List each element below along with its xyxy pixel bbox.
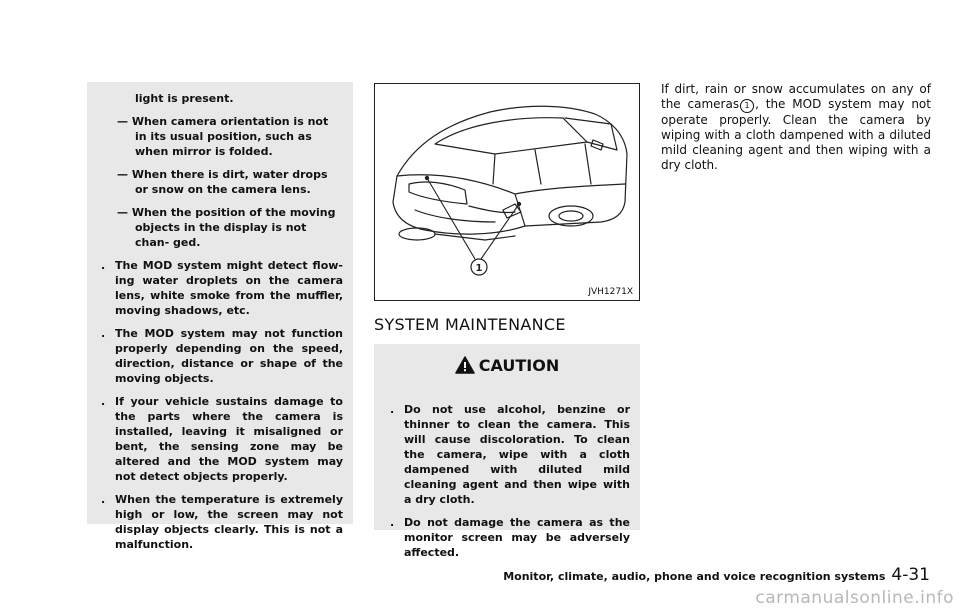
chapter-title: Monitor, climate, audio, phone and voice recognition systems [503,570,886,583]
paragraph-text-start: If dirt, rain or snow accumulates on any of the cameras [661,82,931,111]
bullet-dot: . [390,516,395,529]
bullet-item [101,326,343,386]
dash-item: — When there is dirt, water drops or snow on the camera lens. [117,168,328,196]
callout-number: 1 [475,263,483,274]
caution-label: CAUTION [478,356,560,375]
car-illustration [375,84,639,300]
bullet-text: When the temperature is extremely high or low, the screen may not display objects clearly. This is not a malfunction. [115,493,343,551]
notes-text [101,91,343,560]
page-footer [503,565,930,585]
bullet-item [101,258,343,318]
dash-item: — When camera orientation is not in its usual position, such as when mirror is folded. [117,115,329,158]
watermark: carmanualsonline.info [755,588,954,608]
dash-item: — When the position of the moving objects in the display is not chan- ged. [117,206,336,249]
bullet-dot: . [101,259,106,272]
figure-code: JVH1271X [588,287,633,297]
maintenance-paragraph [661,82,931,173]
bullet-item [101,492,343,552]
bullet-text: The MOD system might detect flow- ing water droplets on the camera lens, white smoke from the muffler, moving shadows, etc. [115,259,343,317]
caution-text: Do not damage the camera as the monitor screen may be adversely affected. [404,516,630,559]
caution-item [390,402,630,507]
caution-heading [374,356,640,375]
caution-item [390,515,630,560]
continued-line: light is present. [135,92,234,105]
notes-panel [87,82,353,551]
caution-box [374,344,640,559]
car-camera-figure [374,83,640,301]
section-title: SYSTEM MAINTENANCE [374,315,566,334]
bullet-dot: . [101,493,106,506]
bullet-text: If your vehicle sustains damage to the parts where the camera is installed, leaving it misaligned or bent, the sensing zone may be altered and the MOD system may not detect objects properly. [115,395,343,483]
bullet-item [101,394,343,484]
caution-text: Do not use alcohol, benzine or thinner to clean the camera. This will cause discoloration. To clean the camera, wipe with a cloth dampened with diluted mild cleaning agent and then wipe with a dry cloth. [404,403,630,506]
warning-icon [455,356,475,374]
bullet-dot: . [390,403,395,416]
callout-ref-icon: 1 [740,99,754,113]
paragraph-text-end: , the MOD system may not operate properly. Clean the camera by wiping with a cloth dampened with a diluted mild cleaning agent and then wiping with a dry cloth. [661,97,931,172]
bullet-text: The MOD system may not function properly depending on the speed, direction, distance or shape of the moving objects. [115,327,343,385]
bullet-dot: . [101,327,106,340]
page-number: 4-31 [891,565,930,585]
caution-list [390,402,630,568]
bullet-dot: . [101,395,106,408]
